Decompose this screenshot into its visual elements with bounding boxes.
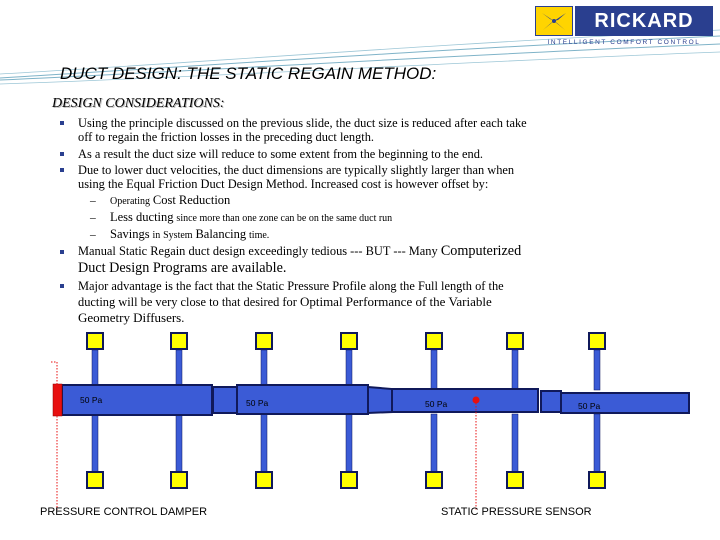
- bullet-3-line-1: Due to lower duct velocities, the duct dimensions are typically slightly larger than when: [78, 163, 515, 177]
- diffusers-top: [87, 333, 605, 349]
- branch-duct: [92, 414, 98, 472]
- bullet-4-b: Computerized: [440, 243, 522, 259]
- main-duct-section-3: [392, 389, 538, 412]
- duct-transition: [368, 387, 392, 413]
- sub-bullet-3-c: System: [163, 230, 193, 241]
- branch-duct: [431, 350, 437, 390]
- branch-duct: [594, 350, 600, 390]
- diffuser-icon: [426, 333, 442, 349]
- bullet-3: [78, 163, 514, 191]
- diffuser-icon: [589, 333, 605, 349]
- bullet-marker: [60, 250, 64, 254]
- static-pressure-sensor-icon: [473, 397, 480, 404]
- sub-bullet-3-b: in: [152, 230, 161, 241]
- duct-transition: [213, 387, 237, 413]
- bullet-1: [78, 116, 527, 144]
- bullet-marker: [60, 152, 64, 156]
- branch-duct: [512, 414, 518, 472]
- bullet-marker: [60, 121, 64, 125]
- sub-bullet-2: – Less ducting since more than one zone can be on the same duct run: [90, 210, 393, 224]
- duct-transition: [541, 391, 561, 412]
- bullet-4-c: Duct Design Programs are available.: [78, 260, 287, 276]
- bullet-5-line-3b: Diffusers: [133, 310, 182, 325]
- bullet-marker: [60, 168, 64, 172]
- branch-duct: [176, 414, 182, 472]
- bullet-3-line-2: using the Equal Friction Duct Design Method. Increased cost is however offset by:: [78, 177, 489, 191]
- bullet-5-line-2a: ducting will be very close to that desired for: [78, 295, 297, 309]
- sub-bullet-3-d: Balancing: [195, 227, 247, 241]
- pressure-label-4: 50 Pa: [578, 401, 601, 411]
- bullet-5-line-3a: Geometry: [78, 310, 130, 325]
- bullet-1-line-1: Using the principle discussed on the previous slide, the duct size is reduced after each take: [78, 116, 527, 130]
- diffuser-icon: [507, 472, 523, 488]
- diffuser-icon: [171, 472, 187, 488]
- diffusers-bottom: [87, 472, 605, 488]
- pressure-label-3: 50 Pa: [425, 399, 448, 409]
- sensor-caption: STATIC PRESSURE SENSOR: [441, 506, 592, 518]
- sub-bullet-2-a: Less ducting: [110, 210, 174, 224]
- bullet-5-line-1: Major advantage is the fact that the Static Pressure Profile along the Full length of the: [78, 279, 504, 293]
- section-subtitle: DESIGN CONSIDERATIONS:: [52, 96, 225, 111]
- bullet-4: [78, 243, 521, 277]
- bullet-4-a: Manual Static Regain duct design exceedingly tedious --- BUT --- Many: [78, 244, 438, 258]
- branch-duct: [346, 414, 352, 472]
- diffuser-icon: [256, 472, 272, 488]
- bullet-5-line-2b: Optimal Performance of the Variable: [299, 294, 492, 309]
- diffuser-icon: [256, 333, 272, 349]
- sub-bullet-2-b: since more than one zone can be on the same duct run: [176, 213, 393, 224]
- diffuser-icon: [589, 472, 605, 488]
- company-logo: [535, 6, 713, 48]
- bullet-5-line-3c: .: [181, 311, 185, 325]
- diffuser-icon: [341, 333, 357, 349]
- sub-bullet-1-b: Cost Reduction: [152, 193, 231, 207]
- diffuser-icon: [507, 333, 523, 349]
- diffuser-icon: [341, 472, 357, 488]
- branch-duct: [512, 350, 518, 390]
- sub-bullet-1-a: Operating: [110, 196, 150, 207]
- diffuser-icon: [171, 333, 187, 349]
- pressure-label-1: 50 Pa: [80, 395, 103, 405]
- branch-ducts-bottom: [92, 414, 600, 472]
- logo-name: RICKARD: [575, 6, 713, 36]
- branch-duct: [431, 414, 437, 472]
- sub-bullet-3-e: time.: [249, 230, 270, 241]
- branch-duct: [261, 414, 267, 472]
- pressure-label-2: 50 Pa: [246, 398, 269, 408]
- branch-duct: [594, 414, 600, 472]
- bullet-2: As a result the duct size will reduce to some extent from the beginning to the end.: [78, 147, 483, 161]
- bullet-1-line-2: off to regain the friction losses in the preceding duct length.: [78, 130, 375, 144]
- damper-caption: PRESSURE CONTROL DAMPER: [40, 506, 208, 518]
- slide-title: DUCT DESIGN: THE STATIC REGAIN METHOD:: [60, 64, 437, 83]
- bullet-5: [78, 278, 504, 326]
- diffuser-icon: [426, 472, 442, 488]
- logo-tagline: INTELLIGENT COMFORT CONTROL: [547, 39, 701, 46]
- logo-mark-icon: [535, 6, 573, 36]
- diffuser-icon: [87, 472, 103, 488]
- sub-bullet-3-a: Savings: [110, 227, 150, 241]
- bullet-marker: [60, 284, 64, 288]
- sub-bullet-1: – Operating Cost Reduction: [90, 193, 231, 207]
- sub-bullet-3: – Savings in System Balancing time.: [90, 227, 270, 241]
- diffuser-icon: [87, 333, 103, 349]
